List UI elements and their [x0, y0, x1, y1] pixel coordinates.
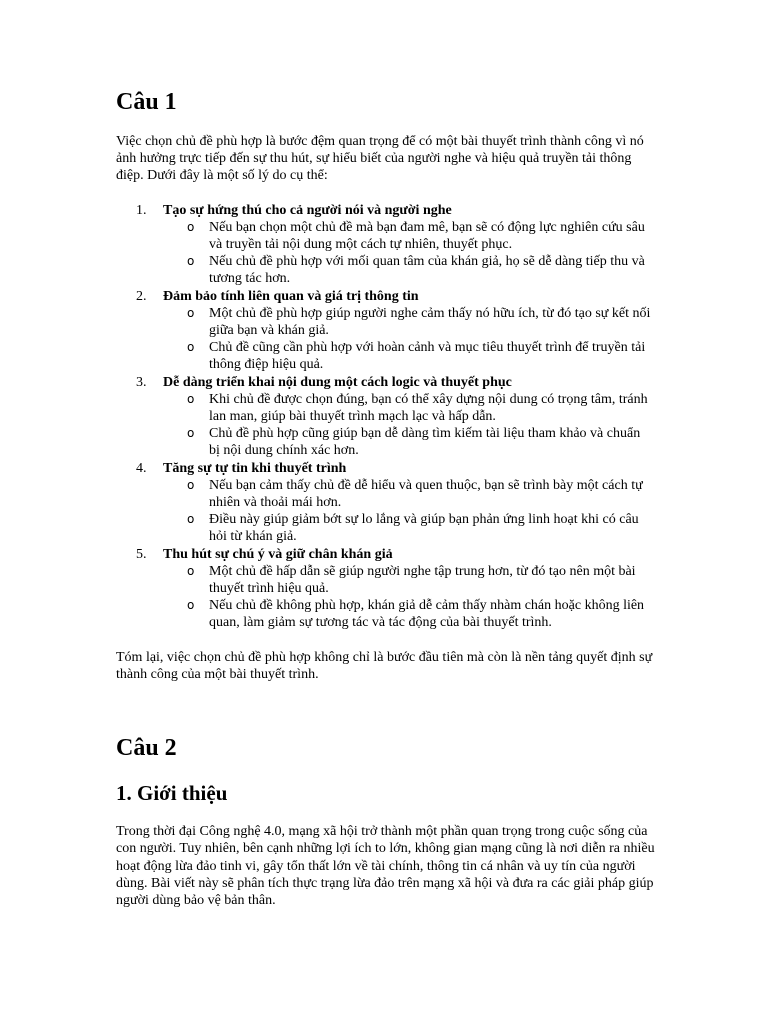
reason-points	[163, 219, 656, 288]
reason-point-text: Nếu bạn chọn một chủ đề mà bạn đam mê, bạn sẽ có động lực nghiên cứu sâu và truyền tải nội dung một cách tự nhiên, thuyết phục.	[209, 219, 645, 253]
reason-points	[163, 391, 656, 460]
question-1-conclusion: Tóm lại, việc chọn chủ đề phù hợp không chỉ là bước đầu tiên mà còn là nền tảng quyết định sự thành công của một bài thuyết trình.	[116, 649, 653, 682]
reason-point-text: Nếu chủ đề không phù hợp, khán giả dễ cảm thấy nhàm chán hoặc không liên quan, làm giảm sự tương tác và tác động của bài thuyết trình.	[209, 598, 645, 631]
reason-point-text: Chủ đề cũng cần phù hợp với hoàn cảnh và mục tiêu thuyết trình để truyền tải thông điệp hiệu quả.	[209, 340, 646, 373]
reason-item	[116, 546, 656, 632]
circle-bullet-icon: o	[187, 219, 195, 234]
reason-point	[163, 305, 652, 339]
reason-number: 4.	[136, 460, 147, 476]
reason-points	[163, 477, 656, 546]
circle-bullet-icon: o	[187, 598, 195, 613]
reason-title: Tạo sự hứng thú cho cả người nói và người nghe	[163, 202, 452, 218]
reason-item	[116, 374, 656, 460]
reason-point	[163, 219, 652, 253]
question-1-intro: Việc chọn chủ đề phù hợp là bước đệm quan trọng để có một bài thuyết trình thành công vì nó ảnh hưởng trực tiếp đến sự thu hút, sự hiểu biết của người nghe và hiệu quả truyền tải thông điệp. Dưới đây là một số lý do cụ thể:	[116, 134, 644, 184]
reason-point-text: Nếu bạn cảm thấy chủ đề dễ hiểu và quen thuộc, bạn sẽ trình bày một cách tự nhiên và thoải mái hơn.	[209, 477, 643, 511]
reason-point	[163, 477, 652, 511]
circle-bullet-icon: o	[187, 305, 195, 320]
reason-points	[163, 305, 656, 374]
reason-point-text: Một chủ đề phù hợp giúp người nghe cảm thấy nó hữu ích, từ đó tạo sự kết nối giữa bạn và khán giả.	[209, 305, 651, 339]
reason-point-text: Khi chủ đề được chọn đúng, bạn có thể xây dựng nội dung có trọng tâm, tránh lan man, giúp bài thuyết trình mạch lạc và hấp dẫn.	[209, 391, 648, 425]
reason-point	[163, 563, 652, 597]
reason-number: 1.	[136, 202, 147, 218]
circle-bullet-icon: o	[187, 391, 195, 406]
reason-point	[163, 339, 652, 373]
reason-number: 2.	[136, 288, 147, 304]
reason-title: Thu hút sự chú ý và giữ chân khán giả	[163, 546, 393, 562]
section-heading-introduction: 1. Giới thiệu	[116, 781, 228, 806]
circle-bullet-icon: o	[187, 254, 195, 269]
reason-point	[163, 253, 652, 287]
reason-point-text: Chủ đề phù hợp cũng giúp bạn dễ dàng tìm kiếm tài liệu tham khảo và chuẩn bị nội dung chính xác hơn.	[209, 426, 641, 459]
reason-number: 5.	[136, 546, 147, 562]
circle-bullet-icon: o	[187, 477, 195, 492]
reasons-list	[116, 202, 656, 632]
circle-bullet-icon: o	[187, 426, 195, 441]
reason-point-text: Một chủ đề hấp dẫn sẽ giúp người nghe tập trung hơn, từ đó tạo nên một bài thuyết trình hiệu quả.	[209, 563, 636, 597]
reason-item	[116, 202, 656, 288]
reason-number: 3.	[136, 374, 147, 390]
reason-item	[116, 288, 656, 374]
reason-item	[116, 460, 656, 546]
reason-points	[163, 563, 656, 632]
reason-title: Đảm bảo tính liên quan và giá trị thông tin	[163, 288, 419, 304]
reason-title: Tăng sự tự tin khi thuyết trình	[163, 460, 347, 476]
reason-point-text: Nếu chủ đề phù hợp với mối quan tâm của khán giả, họ sẽ dễ dàng tiếp thu và tương tác hơn.	[209, 254, 645, 287]
reason-point-text: Điều này giúp giảm bớt sự lo lắng và giúp bạn phản ứng linh hoạt khi có câu hỏi từ khán giả.	[209, 512, 639, 545]
circle-bullet-icon: o	[187, 512, 195, 527]
introduction-paragraph: Trong thời đại Công nghệ 4.0, mạng xã hội trở thành một phần quan trọng trong cuộc sống của con người. Tuy nhiên, bên cạnh những lợi ích to lớn, không gian mạng cũng là nơi diễn ra nhiều hoạt động lừa đảo tinh vi, gây tổn thất lớn về tài chính, thông tin cá nhân và uy tín của người dùng. Bài viết này sẽ phân tích thực trạng lừa đảo trên mạng xã hội và đưa ra các giải pháp giúp người dùng bảo vệ bản thân.	[116, 824, 655, 908]
circle-bullet-icon: o	[187, 340, 195, 355]
circle-bullet-icon: o	[187, 563, 195, 578]
reason-point	[163, 391, 652, 425]
document-page	[116, 88, 656, 909]
reason-title: Dễ dàng triển khai nội dung một cách logic và thuyết phục	[163, 374, 512, 390]
question-2-heading: Câu 2	[116, 735, 177, 762]
reason-point	[163, 597, 652, 631]
question-1-heading: Câu 1	[116, 89, 177, 115]
reason-point	[163, 425, 652, 459]
reason-point	[163, 511, 652, 545]
